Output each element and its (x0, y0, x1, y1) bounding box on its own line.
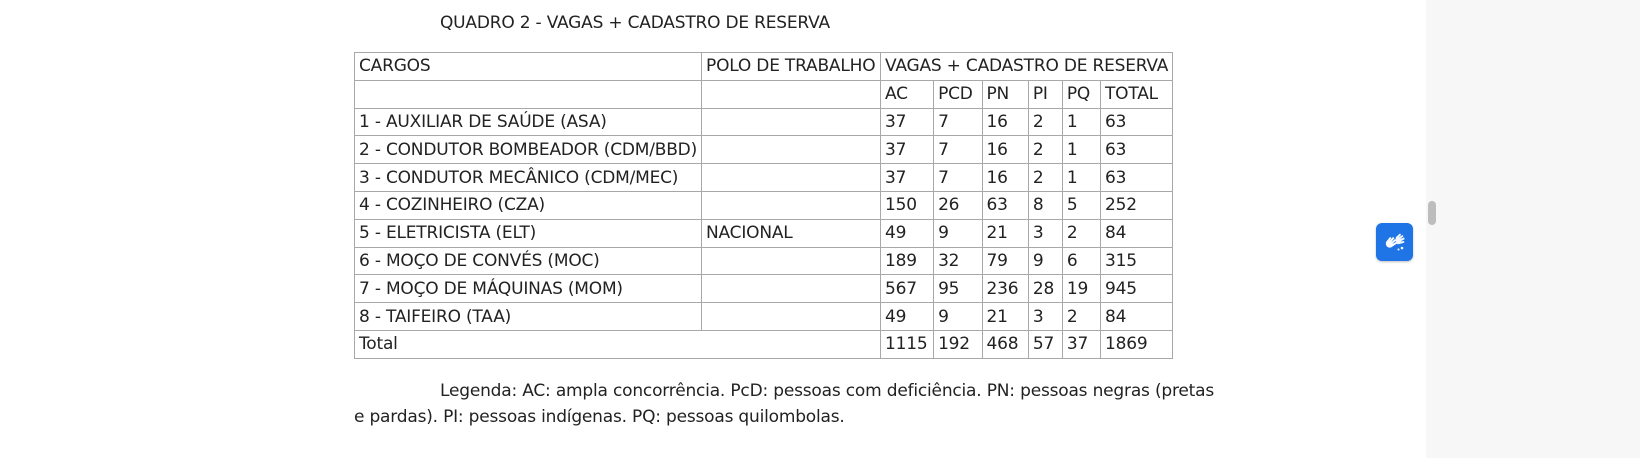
sign-language-hands-icon (1383, 231, 1407, 253)
subheader-empty-polo (702, 80, 881, 108)
pi-cell: 2 (1028, 108, 1062, 136)
subheader-pq: PQ (1062, 80, 1100, 108)
subheader-total: TOTAL (1101, 80, 1173, 108)
header-polo: POLO DE TRABALHO (702, 53, 881, 81)
cargo-cell: 5 - ELETRICISTA (ELT) (355, 219, 702, 247)
pi-cell: 2 (1028, 164, 1062, 192)
table-row (355, 191, 1173, 219)
cargo-cell: 7 - MOÇO DE MÁQUINAS (MOM) (355, 275, 702, 303)
ac-cell: 49 (881, 219, 934, 247)
ac-cell: 49 (881, 303, 934, 331)
ac-cell: 37 (881, 108, 934, 136)
pcd-cell: 95 (934, 275, 982, 303)
cargo-cell: 8 - TAIFEIRO (TAA) (355, 303, 702, 331)
vagas-table (354, 52, 1173, 359)
legend-paragraph (354, 378, 1214, 430)
total-cell: 315 (1101, 247, 1173, 275)
subheader-pn: PN (982, 80, 1028, 108)
pn-cell: 16 (982, 164, 1028, 192)
pn-cell: 21 (982, 219, 1028, 247)
accessibility-button[interactable] (1376, 223, 1413, 261)
pi-cell: 3 (1028, 219, 1062, 247)
ac-cell: 150 (881, 191, 934, 219)
ac-cell: 189 (881, 247, 934, 275)
subheader-pcd: PCD (934, 80, 982, 108)
subheader-pi: PI (1028, 80, 1062, 108)
total-cell: 63 (1101, 136, 1173, 164)
cargo-cell: 1 - AUXILIAR DE SAÚDE (ASA) (355, 108, 702, 136)
header-cargos: CARGOS (355, 53, 702, 81)
table-total-row (355, 330, 1173, 358)
pcd-cell: 32 (934, 247, 982, 275)
polo-cell (702, 108, 881, 136)
pq-cell: 2 (1062, 219, 1100, 247)
cargo-cell: 2 - CONDUTOR BOMBEADOR (CDM/BBD) (355, 136, 702, 164)
pq-cell: 1 (1062, 108, 1100, 136)
table-row (355, 108, 1173, 136)
pi-cell: 28 (1028, 275, 1062, 303)
total-cell: 84 (1101, 219, 1173, 247)
pcd-cell: 7 (934, 108, 982, 136)
total-label: Total (355, 330, 881, 358)
pi-cell: 2 (1028, 136, 1062, 164)
subheader-ac: AC (881, 80, 934, 108)
pcd-cell: 7 (934, 164, 982, 192)
cargo-cell: 3 - CONDUTOR MECÂNICO (CDM/MEC) (355, 164, 702, 192)
pcd-cell: 7 (934, 136, 982, 164)
pq-cell: 5 (1062, 191, 1100, 219)
total-pi-cell: 57 (1028, 330, 1062, 358)
pn-cell: 236 (982, 275, 1028, 303)
pq-cell: 2 (1062, 303, 1100, 331)
total-cell: 252 (1101, 191, 1173, 219)
polo-cell (702, 303, 881, 331)
cargo-cell: 6 - MOÇO DE CONVÉS (MOC) (355, 247, 702, 275)
total-pcd-cell: 192 (934, 330, 982, 358)
table-row (355, 303, 1173, 331)
pi-cell: 9 (1028, 247, 1062, 275)
table-row (355, 247, 1173, 275)
pcd-cell: 9 (934, 303, 982, 331)
ac-cell: 567 (881, 275, 934, 303)
total-pn-cell: 468 (982, 330, 1028, 358)
table-row (355, 219, 1173, 247)
pq-cell: 6 (1062, 247, 1100, 275)
legend-text: Legenda: AC: ampla concorrência. PcD: pessoas com deficiência. PN: pessoas negras (pretas e pardas). PI: pessoas indígenas. PQ: pessoas quilombolas. (354, 381, 1214, 427)
table-row (355, 136, 1173, 164)
pn-cell: 79 (982, 247, 1028, 275)
total-total-cell: 1869 (1101, 330, 1173, 358)
subheader-empty-cargos (355, 80, 702, 108)
total-pq-cell: 37 (1062, 330, 1100, 358)
table-row (355, 275, 1173, 303)
total-cell: 84 (1101, 303, 1173, 331)
ac-cell: 37 (881, 164, 934, 192)
ac-cell: 37 (881, 136, 934, 164)
table-subheader-row (355, 80, 1173, 108)
polo-cell: NACIONAL (702, 219, 881, 247)
pcd-cell: 26 (934, 191, 982, 219)
pn-cell: 16 (982, 108, 1028, 136)
polo-cell (702, 191, 881, 219)
polo-cell (702, 136, 881, 164)
table-title: QUADRO 2 - VAGAS + CADASTRO DE RESERVA (440, 13, 830, 33)
polo-cell (702, 247, 881, 275)
total-cell: 945 (1101, 275, 1173, 303)
pcd-cell: 9 (934, 219, 982, 247)
pi-cell: 8 (1028, 191, 1062, 219)
cargo-cell: 4 - COZINHEIRO (CZA) (355, 191, 702, 219)
pn-cell: 63 (982, 191, 1028, 219)
pi-cell: 3 (1028, 303, 1062, 331)
total-cell: 63 (1101, 108, 1173, 136)
pn-cell: 21 (982, 303, 1028, 331)
polo-cell (702, 275, 881, 303)
header-vagas: VAGAS + CADASTRO DE RESERVA (881, 53, 1173, 81)
right-gutter (1426, 0, 1640, 458)
pq-cell: 1 (1062, 136, 1100, 164)
pn-cell: 16 (982, 136, 1028, 164)
pq-cell: 19 (1062, 275, 1100, 303)
pq-cell: 1 (1062, 164, 1100, 192)
polo-cell (702, 164, 881, 192)
table-header-row (355, 53, 1173, 81)
total-cell: 63 (1101, 164, 1173, 192)
scrollbar-thumb[interactable] (1428, 201, 1436, 225)
table-row (355, 164, 1173, 192)
total-ac-cell: 1115 (881, 330, 934, 358)
